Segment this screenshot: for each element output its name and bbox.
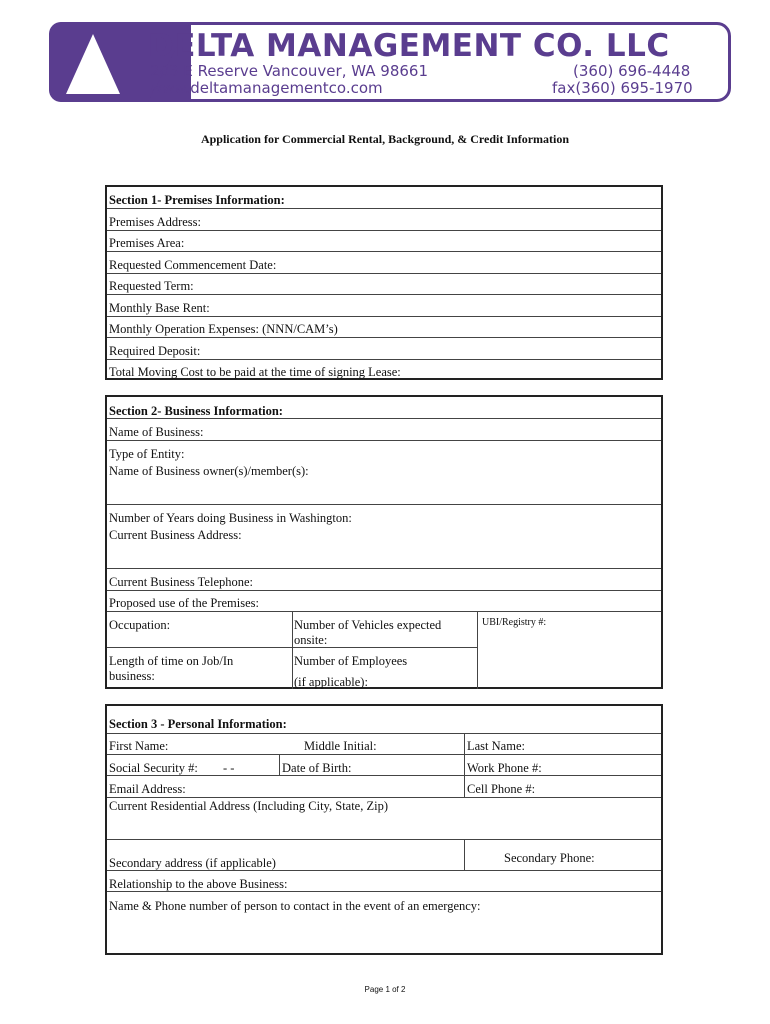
employees-field[interactable]: Number of Employees [294, 654, 408, 668]
business-name-field[interactable]: Name of Business: [109, 425, 204, 439]
document-title: Application for Commercial Rental, Background, & Credit Information [200, 132, 570, 146]
ubi-registry-field[interactable]: UBI/Registry #: [482, 617, 547, 628]
work-phone-field[interactable]: Work Phone #: [467, 761, 542, 775]
secondary-address-field[interactable]: Secondary address (if applicable) [109, 856, 276, 870]
premises-address-field[interactable]: Premises Address: [109, 215, 202, 229]
vehicles-onsite-label-2: onsite: [294, 633, 328, 647]
section-2-business [105, 395, 663, 689]
vehicles-onsite-field[interactable]: Number of Vehicles expected [294, 618, 442, 632]
company-address: 203 E Reserve Vancouver, WA 98661 [150, 62, 428, 80]
section-1-premises [105, 185, 663, 380]
delta-triangle-icon [66, 34, 120, 94]
total-moving-cost-field[interactable]: Total Moving Cost to be paid at the time of signing Lease: [109, 365, 401, 379]
company-phone: (360) 696-4448 [573, 62, 691, 80]
cell-phone-field[interactable]: Cell Phone #: [467, 782, 536, 796]
proposed-use-field[interactable]: Proposed use of the Premises: [109, 596, 259, 610]
section-2-heading: Section 2- Business Information: [109, 404, 283, 418]
company-website: www.deltamanagementco.com [150, 79, 383, 97]
date-of-birth-field[interactable]: Date of Birth: [282, 761, 352, 775]
company-fax: fax(360) 695-1970 [552, 79, 693, 97]
entity-type-field[interactable]: Type of Entity: [109, 447, 185, 461]
relationship-field[interactable]: Relationship to the above Business: [109, 877, 288, 891]
required-deposit-field[interactable]: Required Deposit: [109, 344, 201, 358]
job-length-label-2: business: [109, 669, 155, 683]
business-address-field[interactable]: Current Business Address: [109, 528, 242, 542]
ssn-field[interactable]: Social Security #: [109, 761, 198, 775]
base-rent-field[interactable]: Monthly Base Rent: [109, 301, 210, 315]
job-length-field[interactable]: Length of time on Job/In [109, 654, 234, 668]
last-name-field[interactable]: Last Name: [467, 739, 525, 753]
business-owners-field[interactable]: Name of Business owner(s)/member(s): [109, 464, 309, 478]
section-3-personal [105, 704, 663, 955]
emergency-contact-field[interactable]: Name & Phone number of person to contact in the event of an emergency: [109, 899, 481, 913]
company-name: DELTA MANAGEMENT CO. LLC [148, 28, 670, 64]
section-3-heading: Section 3 - Personal Information: [109, 717, 287, 731]
operation-expenses-field[interactable]: Monthly Operation Expenses: (NNN/CAM’s) [109, 322, 338, 336]
requested-term-field[interactable]: Requested Term: [109, 279, 194, 293]
ssn-dashes: - - [223, 761, 235, 775]
middle-initial-field[interactable]: Middle Initial: [304, 739, 377, 753]
premises-area-field[interactable]: Premises Area: [109, 236, 185, 250]
page-number: Page 1 of 2 [364, 985, 406, 994]
secondary-phone-field[interactable]: Secondary Phone: [504, 851, 595, 865]
years-in-washington-field[interactable]: Number of Years doing Business in Washington: [109, 511, 352, 525]
residential-address-field[interactable]: Current Residential Address (Including City, State, Zip) [109, 799, 389, 813]
first-name-field[interactable]: First Name: [109, 739, 169, 753]
employees-label-2: (if applicable): [294, 675, 368, 689]
business-telephone-field[interactable]: Current Business Telephone: [109, 575, 254, 589]
commencement-date-field[interactable]: Requested Commencement Date: [109, 258, 277, 272]
email-field[interactable]: Email Address: [109, 782, 186, 796]
occupation-field[interactable]: Occupation: [109, 618, 171, 632]
section-1-heading: Section 1- Premises Information: [109, 193, 285, 207]
